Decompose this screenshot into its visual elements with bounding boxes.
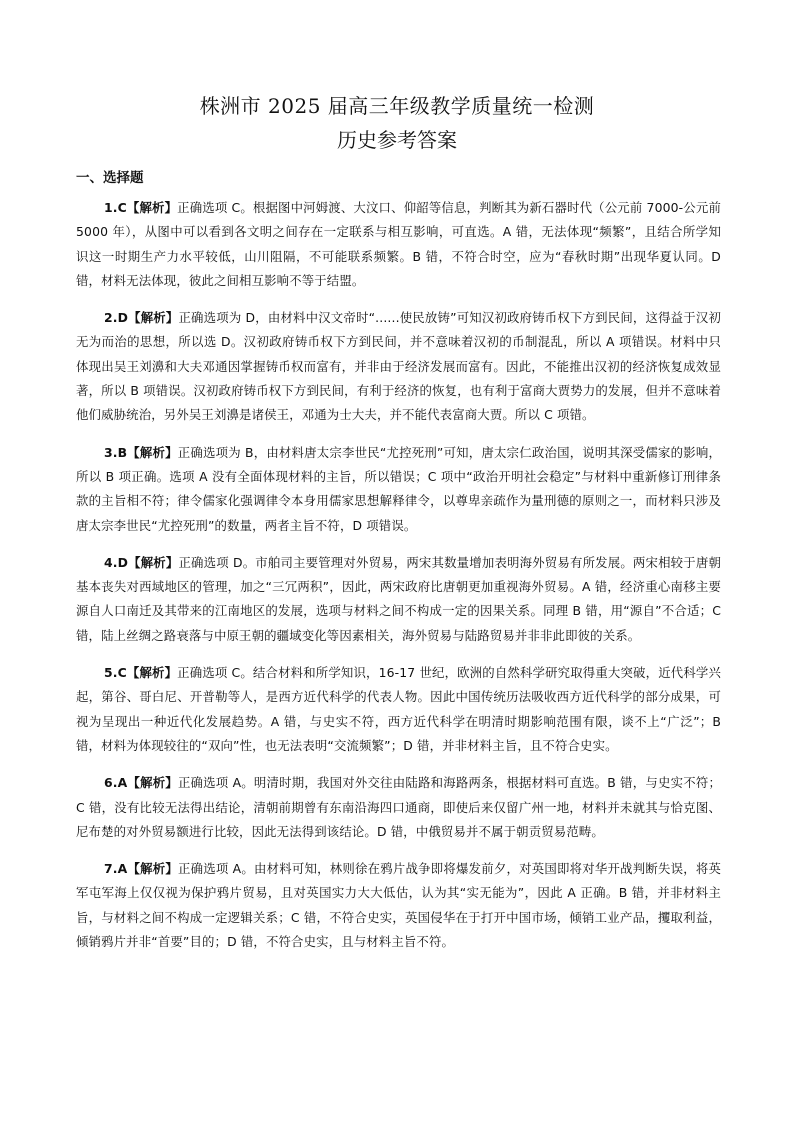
answer-item-6 xyxy=(76,771,721,844)
answer-tag: 3.B【解析】 xyxy=(104,444,178,460)
answer-tag: 4.D【解析】 xyxy=(104,554,179,570)
answer-item-7 xyxy=(76,857,721,954)
answer-explanation: 正确选项 C。结合材料和所学知识，16-17 世纪，欧洲的自然科学研究取得重大突破，近代科学兴起，第谷、哥白尼、开普勒等人，是西方近代科学的代表人物。因此中国传统历法吸收西方近代科学的部分成果，可视为呈现出一种近代化发展趋势。A 错，与史实不符，西方近代科学在明清时期影响范围有限，谈不上“广泛”；B 错，材料为体现较往的“双向”性，也无法表明“交流频繁”；D 错，并非材料主旨，且不符合史实。 xyxy=(76,665,721,753)
answer-explanation: 正确选项为 B，由材料唐太宗李世民“尤控死刑”可知，唐太宗仁政治国，说明其深受儒家的影响，所以 B 项正确。选项 A 没有全面体现材料的主旨，所以错误；C 项中“政治开明社会稳定”与材料中重新修订刑律条款的主旨相不符；律令儒家化强调律令本身用儒家思想解释律令，以尊卑亲疏作为量刑德的原则之一，而材料只涉及唐太宗李世民“尤控死刑”的数量，两者主旨不符，D 项错误。 xyxy=(76,444,721,533)
answer-tag: 7.A【解析】 xyxy=(104,861,178,877)
answer-explanation: 正确选项 A。由材料可知，林则徐在鸦片战争即将爆发前夕，对英国即将对华开战判断失误，将英军屯军海上仅仅视为保护鸦片贸易，且对英国实力大大低估，认为其“实无能为”，因此 A 正确。B 错，并非材料主旨，与材料之间不构成一定逻辑关系；C 错，不符合史实，英国侵华在于打开中国市场，倾销工业产品，攫取利益，倾销鸦片并非“首要”目的；D 错，不符合史实，且与材料主旨不符。 xyxy=(76,861,721,950)
answer-key-subtitle: 历史参考答案 xyxy=(337,128,457,152)
answer-item-4 xyxy=(76,551,721,648)
answer-tag: 6.A【解析】 xyxy=(104,775,178,791)
answer-tag: 2.D【解析】 xyxy=(104,310,179,326)
answer-item-1 xyxy=(76,196,721,293)
answer-item-2 xyxy=(76,306,721,427)
answer-list xyxy=(76,196,721,967)
answer-explanation: 正确选项 A。明清时期，我国对外交往由陆路和海路两条，根据材料可直选。B 错，与史实不符；C 错，没有比较无法得出结论，清朝前期曾有东南沿海四口通商，即使后来仅留广州一地，材料并未就其与恰克图、尼布楚的对外贸易额进行比较，因此无法得到该结论。D 错，中俄贸易并不属于朝贡贸易范畴。 xyxy=(76,775,721,839)
answer-explanation: 正确选项为 D，由材料中汉文帝时“......使民放铸”可知汉初政府铸币权下方到民间，这得益于汉初无为而治的思想，所以选 D。汉初政府铸币权下方到民间，并不意味着汉初的币制混乱，所以 A 项错误。材料中只体现出吴王刘濞和大夫邓通因掌握铸币权而富有，并非由于经济发展而富有。因此，不能推出汉初的经济恢复成效显著，所以 B 项错误。汉初政府铸币权下方到民间，有利于经济的恢复，也有利于富商大贾势力的发展，但并不意味着他们威胁统治，另外吴王刘濞是诸侯王，邓通为士大夫，并不能代表富商大贾。所以 C 项错。 xyxy=(76,310,721,423)
answer-item-3 xyxy=(76,441,721,538)
exam-title: 株洲市 2025 届高三年级教学质量统一检测 xyxy=(199,94,595,118)
section-heading-multiple-choice: 一、选择题 xyxy=(76,170,144,186)
answer-tag: 5.C【解析】 xyxy=(104,665,178,681)
document-title xyxy=(0,93,794,153)
answer-explanation: 正确选项 C。根据图中河姆渡、大汶口、仰韶等信息，判断其为新石器时代（公元前 7000-公元前 5000 年），从图中可以看到各文明之间存在一定联系与相互影响，可直选。A 错，无法体现“频繁”，且结合所学知识这一时期生产力水平较低，山川阻隔，不可能联系频繁。B 错，不符合时空，应为“春秋时期”出现华夏认同。D 错，材料无法体现，彼此之间相互影响不等于结盟。 xyxy=(76,200,721,288)
answer-item-5 xyxy=(76,661,721,758)
answer-tag: 1.C【解析】 xyxy=(104,200,178,215)
answer-explanation: 正确选项 D。市舶司主要管理对外贸易，两宋其数量增加表明海外贸易有所发展。两宋相较于唐朝基本丧失对西域地区的管理，加之“三冗两积”，因此，两宋政府比唐朝更加重视海外贸易。A 错，经济重心南移主要源自人口南迁及其带来的江南地区的发展，选项与材料之间不构成一定的因果关系。同理 B 错，用“源自”不合适；C 错，陆上丝绸之路衰落与中原王朝的疆域变化等因素相关，海外贸易与陆路贸易并非非此即彼的关系。 xyxy=(76,554,721,643)
